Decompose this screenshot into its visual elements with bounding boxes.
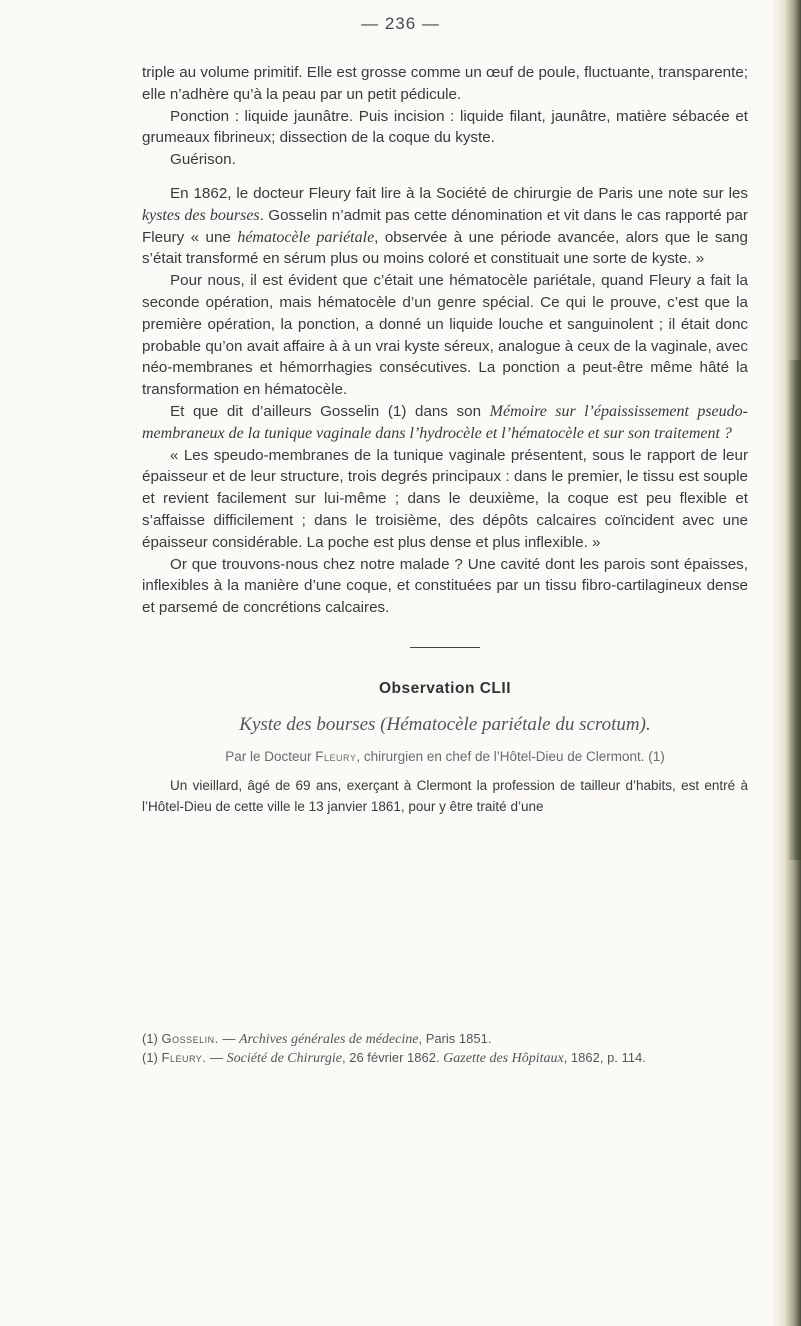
footnote-work: Archives générales de médecine (239, 1032, 419, 1047)
observation-author (142, 746, 748, 768)
footnote (142, 1049, 748, 1068)
text-run: , chirurgien en chef de l’Hôtel-Dieu de Clermont. (1) (356, 748, 665, 764)
text-run: , 1862, p. 114. (563, 1050, 646, 1065)
text-run: Et que dit d’ailleurs Gosselin (1) dans son (170, 402, 490, 420)
observation-subtitle (142, 714, 748, 736)
paragraph: Pour nous, il est évident que c’était une hématocèle pariétale, quand Fleury a fait la seconde opération, mais hématocèle d’un genre spécial. Ce qui le prouve, c’est que la première opération, la ponction, a donné un liquide louche et sanguinolent ; il était donc probable qu’on avait affaire à à un vrai kyste séreux, analogue à ceux de la vaginale, avec néo-membranes et hémorrhagies consécutives. La ponction a peut-être même hâté la transformation en hématocèle. (142, 272, 748, 399)
paragraph (142, 183, 748, 270)
footnote-mark: (1) (142, 1031, 158, 1046)
page-edge-shadow (787, 360, 801, 860)
text-run: , 26 février 1862. (342, 1050, 444, 1065)
paragraph (142, 401, 748, 445)
page-number: — 236 — (361, 14, 440, 33)
observation-title: Observation CLII (378, 679, 512, 697)
footnote-author: Gosselin. (161, 1031, 219, 1046)
footnote (142, 1030, 748, 1049)
text-run: — (206, 1050, 227, 1065)
text-run: , Paris 1851. (418, 1031, 492, 1046)
subtitle-run: Hématocèle pariétale (386, 713, 551, 735)
observation-text: Un vieillard, âgé de 69 ans, exerçant à Clermont la profession de tailleur d’habits, est entré à l’Hôtel-Dieu de cette ville le 13 janvier 1861, pour y être traité d’une (142, 778, 748, 815)
footnote-mark: (1) (142, 1050, 158, 1065)
paragraph: Or que trouvons-nous chez notre malade ? Une cavité dont les parois sont épaisses, inflexibles à la manière d’une coque, et constituées par un tissu fibro-cartilagineux dense et parsemé de concrétions calcaires. (142, 555, 748, 617)
text-run: Par le Docteur (225, 748, 316, 764)
text-run: , observée à une période avancée, alors que le sang s’était transformé en sérum plus ou moins coloré et constituait une sorte de kyste. » (142, 228, 748, 268)
text-run: — (218, 1031, 239, 1046)
italic-term: kystes des bourses (142, 206, 260, 224)
section-divider (410, 647, 480, 648)
footnote-author: Fleury. (161, 1050, 207, 1065)
paragraph: Guérison. (170, 151, 236, 169)
italic-title: Mémoire sur l’épaississement pseudo-membraneux de la tunique vaginale dans l’hydrocèle et l’hématocèle et sur son traitement ? (142, 402, 748, 442)
subtitle-run: Kyste des bourses ( (239, 713, 387, 735)
quotation: « Les speudo-membranes de la tunique vaginale présentent, sous le rapport de leur épaisseur et de leur structure, trois degrés principaux : dans le premier, le tissu est souple et revient facilement sur lui-même ; dans le deuxième, la coque est peu flexible et s’affaisse difficilement ; dans le troisième, des dépôts calcaires coïncident avec une épaisseur considérable. La poche est plus dense et plus inflexible. » (142, 446, 748, 551)
italic-term: hématocèle pariétale (237, 228, 375, 246)
paragraph: Ponction : liquide jaunâtre. Puis incision : liquide filant, jaunâtre, matière sébacée et grumeaux fibrineux; dissection de la coque du kyste. (142, 107, 748, 147)
author-name: Fleury (315, 748, 357, 764)
paragraph: triple au volume primitif. Elle est grosse comme un œuf de poule, fluctuante, transparente; elle n’adhère qu’à la peau par un petit pédicule. (142, 64, 748, 103)
body-text (142, 62, 748, 817)
subtitle-run: du scrotum). (550, 713, 651, 735)
text-run: En 1862, le docteur Fleury fait lire à la Société de chirurgie de Paris une note sur les (170, 184, 748, 202)
footnotes (142, 1030, 748, 1068)
footnote-work: Société de Chirurgie (226, 1051, 342, 1066)
text-run: . Gosselin n’admit pas cette dénomination et vit dans le cas rapporté par Fleury « une (142, 206, 748, 246)
footnote-work: Gazette des Hôpitaux (443, 1051, 564, 1066)
